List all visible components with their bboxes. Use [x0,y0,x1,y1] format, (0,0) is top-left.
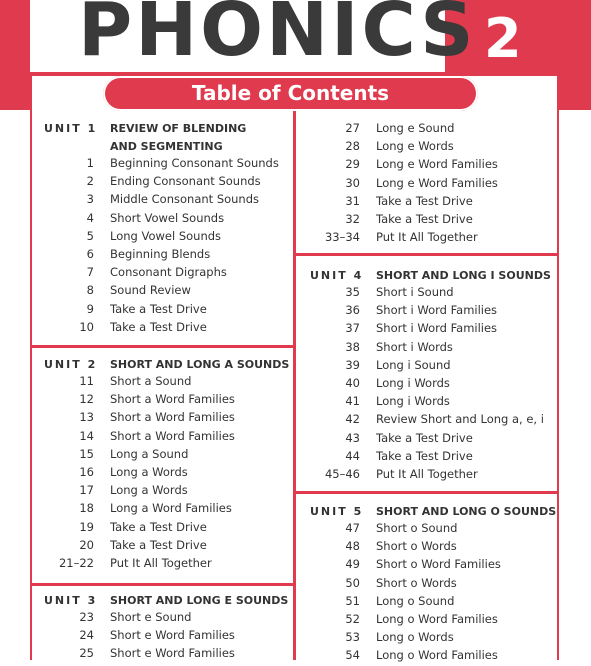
page-number: 47 [345,521,360,535]
section-divider [30,583,295,586]
page-number: 50 [345,575,360,590]
page-number: 14 [79,428,94,443]
page-number: 12 [79,392,94,407]
unit-title: SHORT AND LONG E SOUNDS [110,594,289,607]
page-number: 19 [79,519,94,534]
toc-entry [44,229,289,247]
lesson-title: Short a Word Families [110,392,235,407]
lesson-title: Short o Sound [376,521,458,535]
lesson-title: Short Vowel Sounds [110,210,225,225]
toc-entry [44,556,289,574]
page-number: 7 [86,265,94,280]
toc-entry [44,320,289,338]
lesson-title: Long o Word Families [376,612,498,626]
toc-entry [310,539,555,557]
toc-entry [310,394,555,412]
toc-entry [310,431,555,449]
unit-title: SHORT AND LONG A SOUNDS [110,358,290,371]
page-number: 21–22 [58,556,94,570]
toc-heading: Table of Contents [191,81,390,105]
toc-entry [44,283,289,301]
lesson-title: Long i Sound [376,357,451,372]
lesson-title: Short o Word Families [376,557,501,572]
toc-entry [310,321,555,339]
page-number: 51 [345,593,360,608]
toc-entry [310,521,555,539]
toc-entry [310,176,555,194]
lesson-title: Short a Sound [110,374,192,388]
lesson-title: Long a Sound [110,446,189,461]
page-number: 17 [79,483,94,498]
lesson-title: Short i Sound [376,285,454,299]
page-number: 33–34 [324,230,360,245]
toc-entry [310,121,555,139]
lesson-title: Put It All Together [376,230,478,245]
lesson-title: Short i Words [376,339,453,354]
toc-entry [310,612,555,630]
page-number: 23 [79,610,94,624]
page-number: 24 [79,628,94,643]
toc-entry [44,447,289,465]
lesson-title: Long a Word Families [110,501,232,516]
page-number: 27 [345,121,360,135]
page-number: 41 [345,394,360,409]
toc-entry [310,557,555,575]
page-number: 8 [86,283,94,298]
page-number: 42 [345,412,360,427]
toc-entry [44,392,289,410]
page-number: 38 [345,339,360,354]
page-number: 44 [345,448,360,463]
page-number: 52 [345,612,360,626]
lesson-title: Ending Consonant Sounds [110,174,261,189]
lesson-title: Long i Words [376,394,450,409]
toc-entry [44,628,289,646]
toc-entry [310,648,555,666]
lesson-title: Short a Word Families [110,410,235,425]
lesson-title: Long o Word Families [376,648,498,663]
page-number: 13 [79,410,94,425]
lesson-title: Long o Sound [376,593,455,608]
toc-entry [310,212,555,230]
lesson-title: Consonant Digraphs [110,265,227,280]
unit-heading [310,267,555,285]
lesson-title: Put It All Together [376,467,478,481]
lesson-title: Beginning Consonant Sounds [110,156,279,170]
toc-entry [44,646,289,664]
toc-entry [310,139,555,157]
page-number: 11 [79,374,94,388]
lesson-title: Take a Test Drive [376,193,473,208]
toc-entry [44,174,289,192]
lesson-title: Short o Words [376,575,457,590]
lesson-title: Take a Test Drive [376,430,473,445]
toc-entry [44,374,289,392]
toc-entry [44,156,289,174]
lesson-title: Long e Words [376,139,454,154]
page-number: 40 [345,376,360,390]
toc-entry [310,449,555,467]
toc-entry [44,501,289,519]
page-number: 53 [345,630,360,645]
toc-entry [310,157,555,175]
lesson-title: Short i Word Families [376,321,498,336]
page-number: 16 [79,465,94,479]
toc-entry [44,520,289,538]
grade-number: 2 [484,7,522,70]
toc-entry [44,410,289,428]
page-number: 1 [86,156,94,170]
unit-label: UNIT 1 [44,122,98,135]
lesson-title: Short o Words [376,539,457,554]
lesson-title: Review Short and Long a, e, i [376,412,544,427]
unit-label: UNIT 4 [310,269,364,282]
page-number: 35 [345,285,360,299]
lesson-title: Long a Words [110,483,188,498]
toc-entry [310,230,555,248]
lesson-title: Long e Word Families [376,175,498,190]
toc-entry [310,376,555,394]
panel-border-right [557,76,559,660]
page-number: 54 [345,648,360,663]
page-number: 4 [86,210,94,225]
lesson-title: Sound Review [110,283,191,298]
toc-entry [44,538,289,556]
page-number: 45–46 [324,467,360,481]
lesson-title: Middle Consonant Sounds [110,192,260,207]
toc-entry [310,285,555,303]
lesson-title: Long a Words [110,465,188,479]
unit-label: UNIT 2 [44,358,98,371]
unit-title: REVIEW OF BLENDING AND SEGMENTING [110,122,247,153]
section-divider [30,345,295,348]
toc-entry [44,247,289,265]
page-number: 15 [79,446,94,461]
lesson-title: Take a Test Drive [110,319,207,334]
page-number: 49 [345,557,360,572]
unit-title: SHORT AND LONG I SOUNDS [376,269,551,282]
section-divider [294,491,559,494]
toc-entry [310,194,555,212]
panel-border-left [30,76,32,660]
page-number: 29 [345,157,360,172]
unit-heading [44,120,289,156]
book-title: PHONICS [78,0,477,73]
page-number: 48 [345,539,360,554]
lesson-title: Long Vowel Sounds [110,228,222,243]
unit-heading [44,592,289,610]
unit-label: UNIT 3 [44,594,98,607]
toc-entry [44,610,289,628]
page-number: 43 [345,430,360,445]
page-number: 39 [345,357,360,372]
lesson-title: Take a Test Drive [110,301,207,316]
column-divider [293,111,296,660]
lesson-title: Long i Words [376,376,450,390]
toc-entry [44,302,289,320]
lesson-title: Take a Test Drive [110,537,207,552]
page-number: 30 [345,175,360,190]
toc-entry [310,576,555,594]
lesson-title: Short a Word Families [110,428,235,443]
toc-entry [310,303,555,321]
page-number: 37 [345,321,360,336]
lesson-title: Short e Word Families [110,646,235,661]
title-box [30,0,477,73]
lesson-title: Take a Test Drive [376,448,473,463]
toc-entry [310,412,555,430]
toc-entry [310,467,555,485]
page-number: 9 [86,301,94,316]
page-number: 25 [79,646,94,661]
toc-entry [44,265,289,283]
page-number: 18 [79,501,94,516]
lesson-title: Long e Sound [376,121,455,135]
toc-entry [310,594,555,612]
toc-entry [310,358,555,376]
toc-entry [310,630,555,648]
lesson-title: Put It All Together [110,556,212,570]
unit-heading [310,503,555,521]
toc-heading-pill [103,76,478,111]
toc-entry [44,465,289,483]
lesson-title: Long o Words [376,630,454,645]
page-number: 2 [86,174,94,189]
toc-entry [310,340,555,358]
lesson-title: Beginning Blends [110,247,211,261]
page-number: 36 [345,303,360,318]
lesson-title: Long e Word Families [376,157,498,172]
page-number: 5 [86,228,94,243]
page-number: 32 [345,212,360,226]
toc-entry [44,429,289,447]
section-divider [294,253,559,256]
page-number: 20 [79,537,94,552]
page-number: 28 [345,139,360,154]
lesson-title: Short i Word Families [376,303,498,318]
unit-heading [44,356,289,374]
lesson-title: Short e Word Families [110,628,235,643]
lesson-title: Take a Test Drive [110,519,207,534]
page-number: 31 [345,193,360,208]
unit-title: SHORT AND LONG O SOUNDS [376,505,557,518]
toc-entry [44,483,289,501]
toc-entry [44,211,289,229]
page-number: 6 [86,247,94,261]
lesson-title: Take a Test Drive [376,212,473,226]
toc-entry [44,192,289,210]
page-number: 3 [86,192,94,207]
lesson-title: Short e Sound [110,610,192,624]
page-number: 10 [79,319,94,334]
unit-label: UNIT 5 [310,505,364,518]
